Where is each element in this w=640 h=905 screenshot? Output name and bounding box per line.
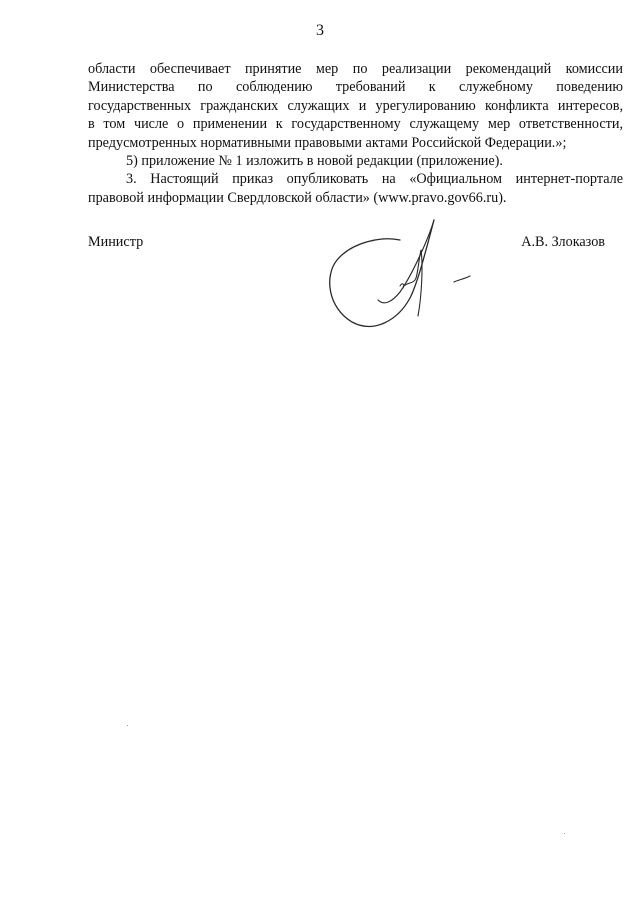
document-body (88, 60, 623, 207)
body-line: области обеспечивает принятие мер по реализации рекомендаций комиссии (88, 61, 623, 77)
signature-hook-stroke (404, 250, 422, 316)
signatory-title: Министр (88, 234, 144, 250)
body-line: Министерства по соблюдению требований к служебному поведению (88, 79, 623, 96)
signature-small-mark (400, 284, 404, 288)
item-3-line-1: 3. Настоящий приказ опубликовать на «Официальном интернет-портале (126, 171, 623, 188)
body-line: государственных гражданских служащих и урегулированию конфликта интересов, (88, 97, 623, 114)
signature-stem-stroke (378, 220, 434, 303)
signatory-name: А.В. Злоказов (521, 234, 605, 250)
page-number: 3 (316, 22, 324, 39)
signature-tail-stroke (454, 276, 470, 282)
item-5-paragraph: 5) приложение № 1 изложить в новой редакции (приложение). (126, 153, 503, 170)
scan-speck (564, 833, 565, 834)
handwritten-signature (322, 210, 482, 340)
body-line: предусмотренных нормативными правовыми актами Российской Федерации.»; (88, 134, 567, 151)
signature-loop-stroke (330, 220, 434, 326)
body-line: в том числе о применении к государственному служащему мер ответственности, (88, 116, 623, 133)
item-3-line-2: правовой информации Свердловской области» (www.pravo.gov66.ru). (88, 189, 507, 206)
scan-speck (127, 725, 128, 726)
